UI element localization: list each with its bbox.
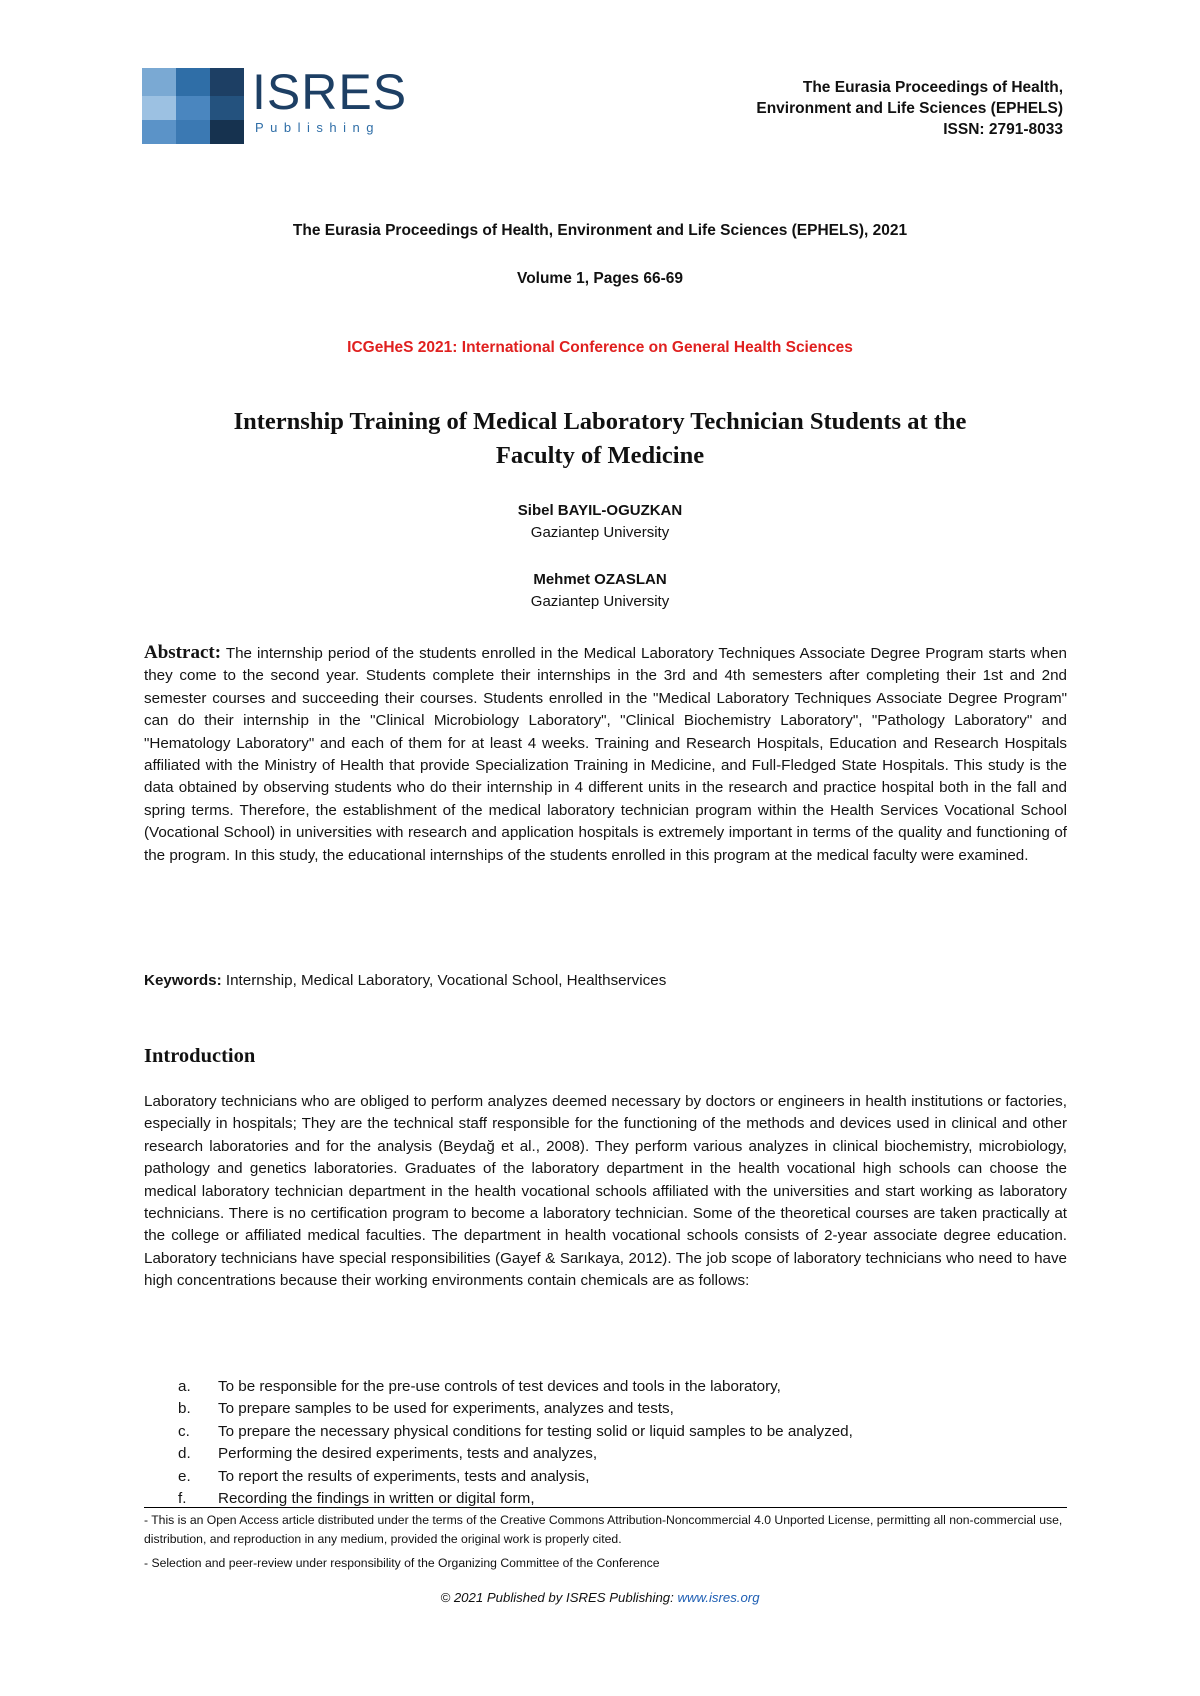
footnote-divider [144, 1507, 1067, 1508]
list-text: To prepare samples to be used for experiments, analyzes and tests, [218, 1400, 674, 1418]
abstract [144, 642, 1067, 867]
issn: ISSN: 2791-8033 [943, 121, 1063, 138]
author-name: Sibel BAYIL-OGUZKAN [517, 502, 683, 519]
introduction-paragraph: Laboratory technicians who are obliged to perform analyzes deemed necessary by doctors or engineers in health institutions or factories, especially in hospitals; They are the technical staff responsible for the functioning of the methods and devices used in clinical and other research laboratories and for the analysis (Beydağ et al., 2008). They perform various analyzes in clinical biochemistry, microbiology, pathology and genetics laboratories. Graduates of the laboratory department in the health vocational high schools can choose the medical laboratory technician department in the health vocational schools affiliated with the universities and start working as laboratory technicians. There is no certification program to become a laboratory technician. Some of the theoretical courses are taken practically at the college or affiliated medical faculties. The department in health vocational schools consists of 2-year associate degree education. Laboratory technicians have special responsibilities (Gayef & Sarıkaya, 2012). The job scope of laboratory technicians who need to have high concentrations because their working environments contain chemicals are as follows: [144, 1093, 1067, 1290]
title-line: Faculty of Medicine [495, 442, 705, 469]
list-text: Performing the desired experiments, tests and analyzes, [218, 1445, 598, 1463]
list-item [178, 1421, 1058, 1443]
list-item [178, 1466, 1058, 1488]
list-marker: a. [178, 1378, 191, 1395]
introduction-heading: Introduction [144, 1045, 256, 1067]
author-block [130, 569, 1070, 613]
published-text: © 2021 Published by ISRES Publishing: [440, 1590, 674, 1605]
list-item [178, 1398, 1058, 1420]
list-item [178, 1376, 1058, 1398]
publisher-link[interactable]: www.isres.org [677, 1590, 760, 1605]
list-text: Recording the findings in written or digital form, [218, 1490, 535, 1508]
abstract-text: The internship period of the students enrolled in the Medical Laboratory Techniques Associate Degree Program starts when they come to the second year. Students complete their internships in the 3rd and 4th semesters after completing their 1st and 2nd semester courses and succeeding their courses. Students enrolled in the "Medical Laboratory Techniques Associate Degree Program" can do their internship in the "Clinical Microbiology Laboratory", "Clinical Biochemistry Laboratory", "Pathology Laboratory" and "Hematology Laboratory" and each of them for at least 4 weeks. Training and Research Hospitals, Education and Research Hospitals affiliated with the Ministry of Health that provide Specialization Training in Medicine, and Full-Fledged State Hospitals. This study is the data obtained by observing students who do their internship in 4 different units in the research and practice hospital both in the fall and spring terms. Therefore, the establishment of the medical laboratory technician program within the Health Services Vocational School (Vocational School) in universities with research and application hospitals is extremely important in terms of the quality and functioning of the program. In this study, the educational internships of the students enrolled in this program at the medical faculty were examined. [144, 645, 1067, 864]
author-affiliation: Gaziantep University [530, 524, 670, 541]
list-text: To prepare the necessary physical conditions for testing solid or liquid samples to be analyzed, [218, 1422, 853, 1440]
list-marker: d. [178, 1445, 191, 1463]
author-block [130, 500, 1070, 544]
title-line: Internship Training of Medical Laboratory Technician Students at the [233, 408, 967, 435]
list-marker: e. [178, 1467, 191, 1485]
logo-subtext: Publishing [255, 120, 380, 135]
list-text: To report the results of experiments, tests and analysis, [218, 1467, 590, 1485]
abstract-label: Abstract: [144, 642, 222, 663]
logo-wordmark: ISRES [252, 64, 408, 120]
journal-line: The Eurasia Proceedings of Health, [802, 79, 1063, 96]
footnote-review: - Selection and peer-review under responsibility of the Organizing Committee of the Conference [144, 1556, 660, 1570]
volume-pages: Volume 1, Pages 66-69 [517, 270, 683, 287]
keywords-text: Internship, Medical Laboratory, Vocational School, Healthservices [225, 972, 667, 989]
keywords [144, 970, 1067, 992]
logo-mosaic-icon [142, 68, 252, 144]
keywords-label: Keywords: [144, 972, 222, 989]
conference-name: ICGeHeS 2021: International Conference on General Health Sciences [347, 339, 853, 356]
list-marker: f. [178, 1490, 187, 1508]
list-item [178, 1443, 1058, 1465]
paper-title [130, 405, 1070, 473]
author-name: Mehmet OZASLAN [533, 571, 667, 588]
list-marker: b. [178, 1400, 191, 1418]
isres-logo [142, 64, 408, 144]
journal-line: Environment and Life Sciences (EPHELS) [756, 100, 1063, 117]
list-marker: c. [178, 1422, 190, 1440]
author-affiliation: Gaziantep University [530, 593, 670, 610]
proceedings-title: The Eurasia Proceedings of Health, Environment and Life Sciences (EPHELS), 2021 [292, 222, 908, 239]
job-scope-list [178, 1376, 1058, 1510]
list-text: To be responsible for the pre-use controls of test devices and tools in the laboratory, [218, 1378, 781, 1395]
publisher-line [0, 1590, 1200, 1605]
journal-header [756, 77, 1063, 140]
footnote-license: - This is an Open Access article distributed under the terms of the Creative Commons Attribution-Noncommercial 4.0 Unported License, permitting all non-commercial use, distribution, and reproduction in any medium, provided the original work is properly cited. [144, 1513, 1063, 1546]
